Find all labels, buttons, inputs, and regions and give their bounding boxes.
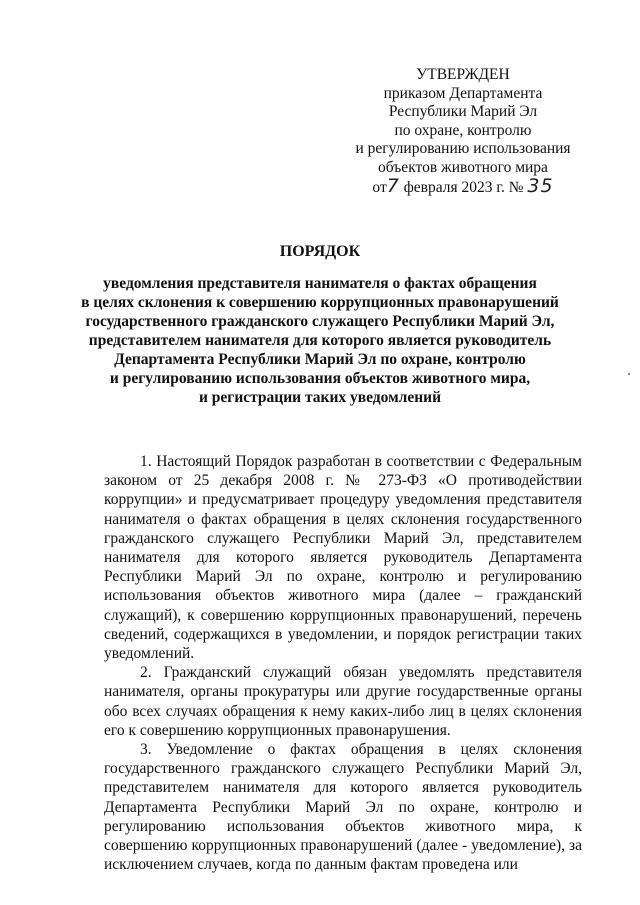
handwritten-day: 7 [386, 175, 400, 197]
subtitle-line: и регистрации таких уведомлений [198, 389, 442, 406]
subtitle-line: представителем нанимателя для которого является руководитель [88, 332, 552, 349]
subtitle-line: в целях склонения к совершению коррупционных правонарушений [81, 294, 559, 311]
date-prefix: от [372, 179, 387, 196]
scan-speck [628, 373, 630, 375]
approval-stamp [340, 66, 586, 198]
approval-line: и регулированию использования [355, 140, 571, 157]
approval-heading: УТВЕРЖДЕН [416, 66, 510, 83]
handwritten-number: 35 [527, 175, 554, 197]
approval-line: объектов животного мира [378, 158, 548, 176]
paragraph-2: 2. Гражданский служащий обязан уведомлять представителя нанимателя, органы прокуратуры или другие государственные органы обо всех случаях обращения к нему каких-либо лиц в целях склонения его к совершению коррупционных правонарушения. [104, 664, 582, 739]
date-rest: февраля 2023 г. № [403, 179, 524, 196]
paragraph-3: 3. Уведомление о фактах обращения в целях склонения государственного гражданского служащего Республики Марий Эл, представителем нанимателя для которого является руководитель Департамента Республики Марий Эл по охране, контролю и регулированию использования объектов животного мира, к совершению коррупционных правонарушений (далее - уведомление), за исключением случаев, когда по данным фактам проведена или [104, 741, 582, 874]
document-body [104, 452, 582, 874]
document-title: ПОРЯДОК [279, 243, 361, 260]
paragraph-1: 1. Настоящий Порядок разработан в соответствии с Федеральным законом от 25 декабря 2008 г. № 273-ФЗ «О противодействии коррупции» и предусматривает процедуру уведомления представителя нанимателя о фактах обращения в целях склонения государственного гражданского служащего Республики Марий Эл, представителем нанимателя для которого является руководитель Департамента Республики Марий Эл по охране, контролю и регулированию использования объектов животного мира (далее – гражданский служащий), к совершению коррупционных правонарушений, перечень сведений, содержащихся в уведомлении, и порядок регистрации таких уведомлений. [104, 453, 582, 663]
document-subtitle [0, 274, 640, 407]
approval-line: Республики Марий Эл [388, 103, 538, 120]
subtitle-line: Департамента Республики Марий Эл по охране, контролю [114, 351, 526, 368]
approval-line: приказом Департамента [383, 84, 543, 102]
subtitle-line: уведомления представителя нанимателя о фактах обращения [103, 275, 537, 292]
approval-line: по охране, контролю [394, 121, 532, 139]
approval-date [340, 177, 586, 198]
subtitle-line: и регулированию использования объектов животного мира, [109, 370, 531, 387]
subtitle-line: государственного гражданского служащего Республики Марий Эл, [85, 313, 555, 330]
